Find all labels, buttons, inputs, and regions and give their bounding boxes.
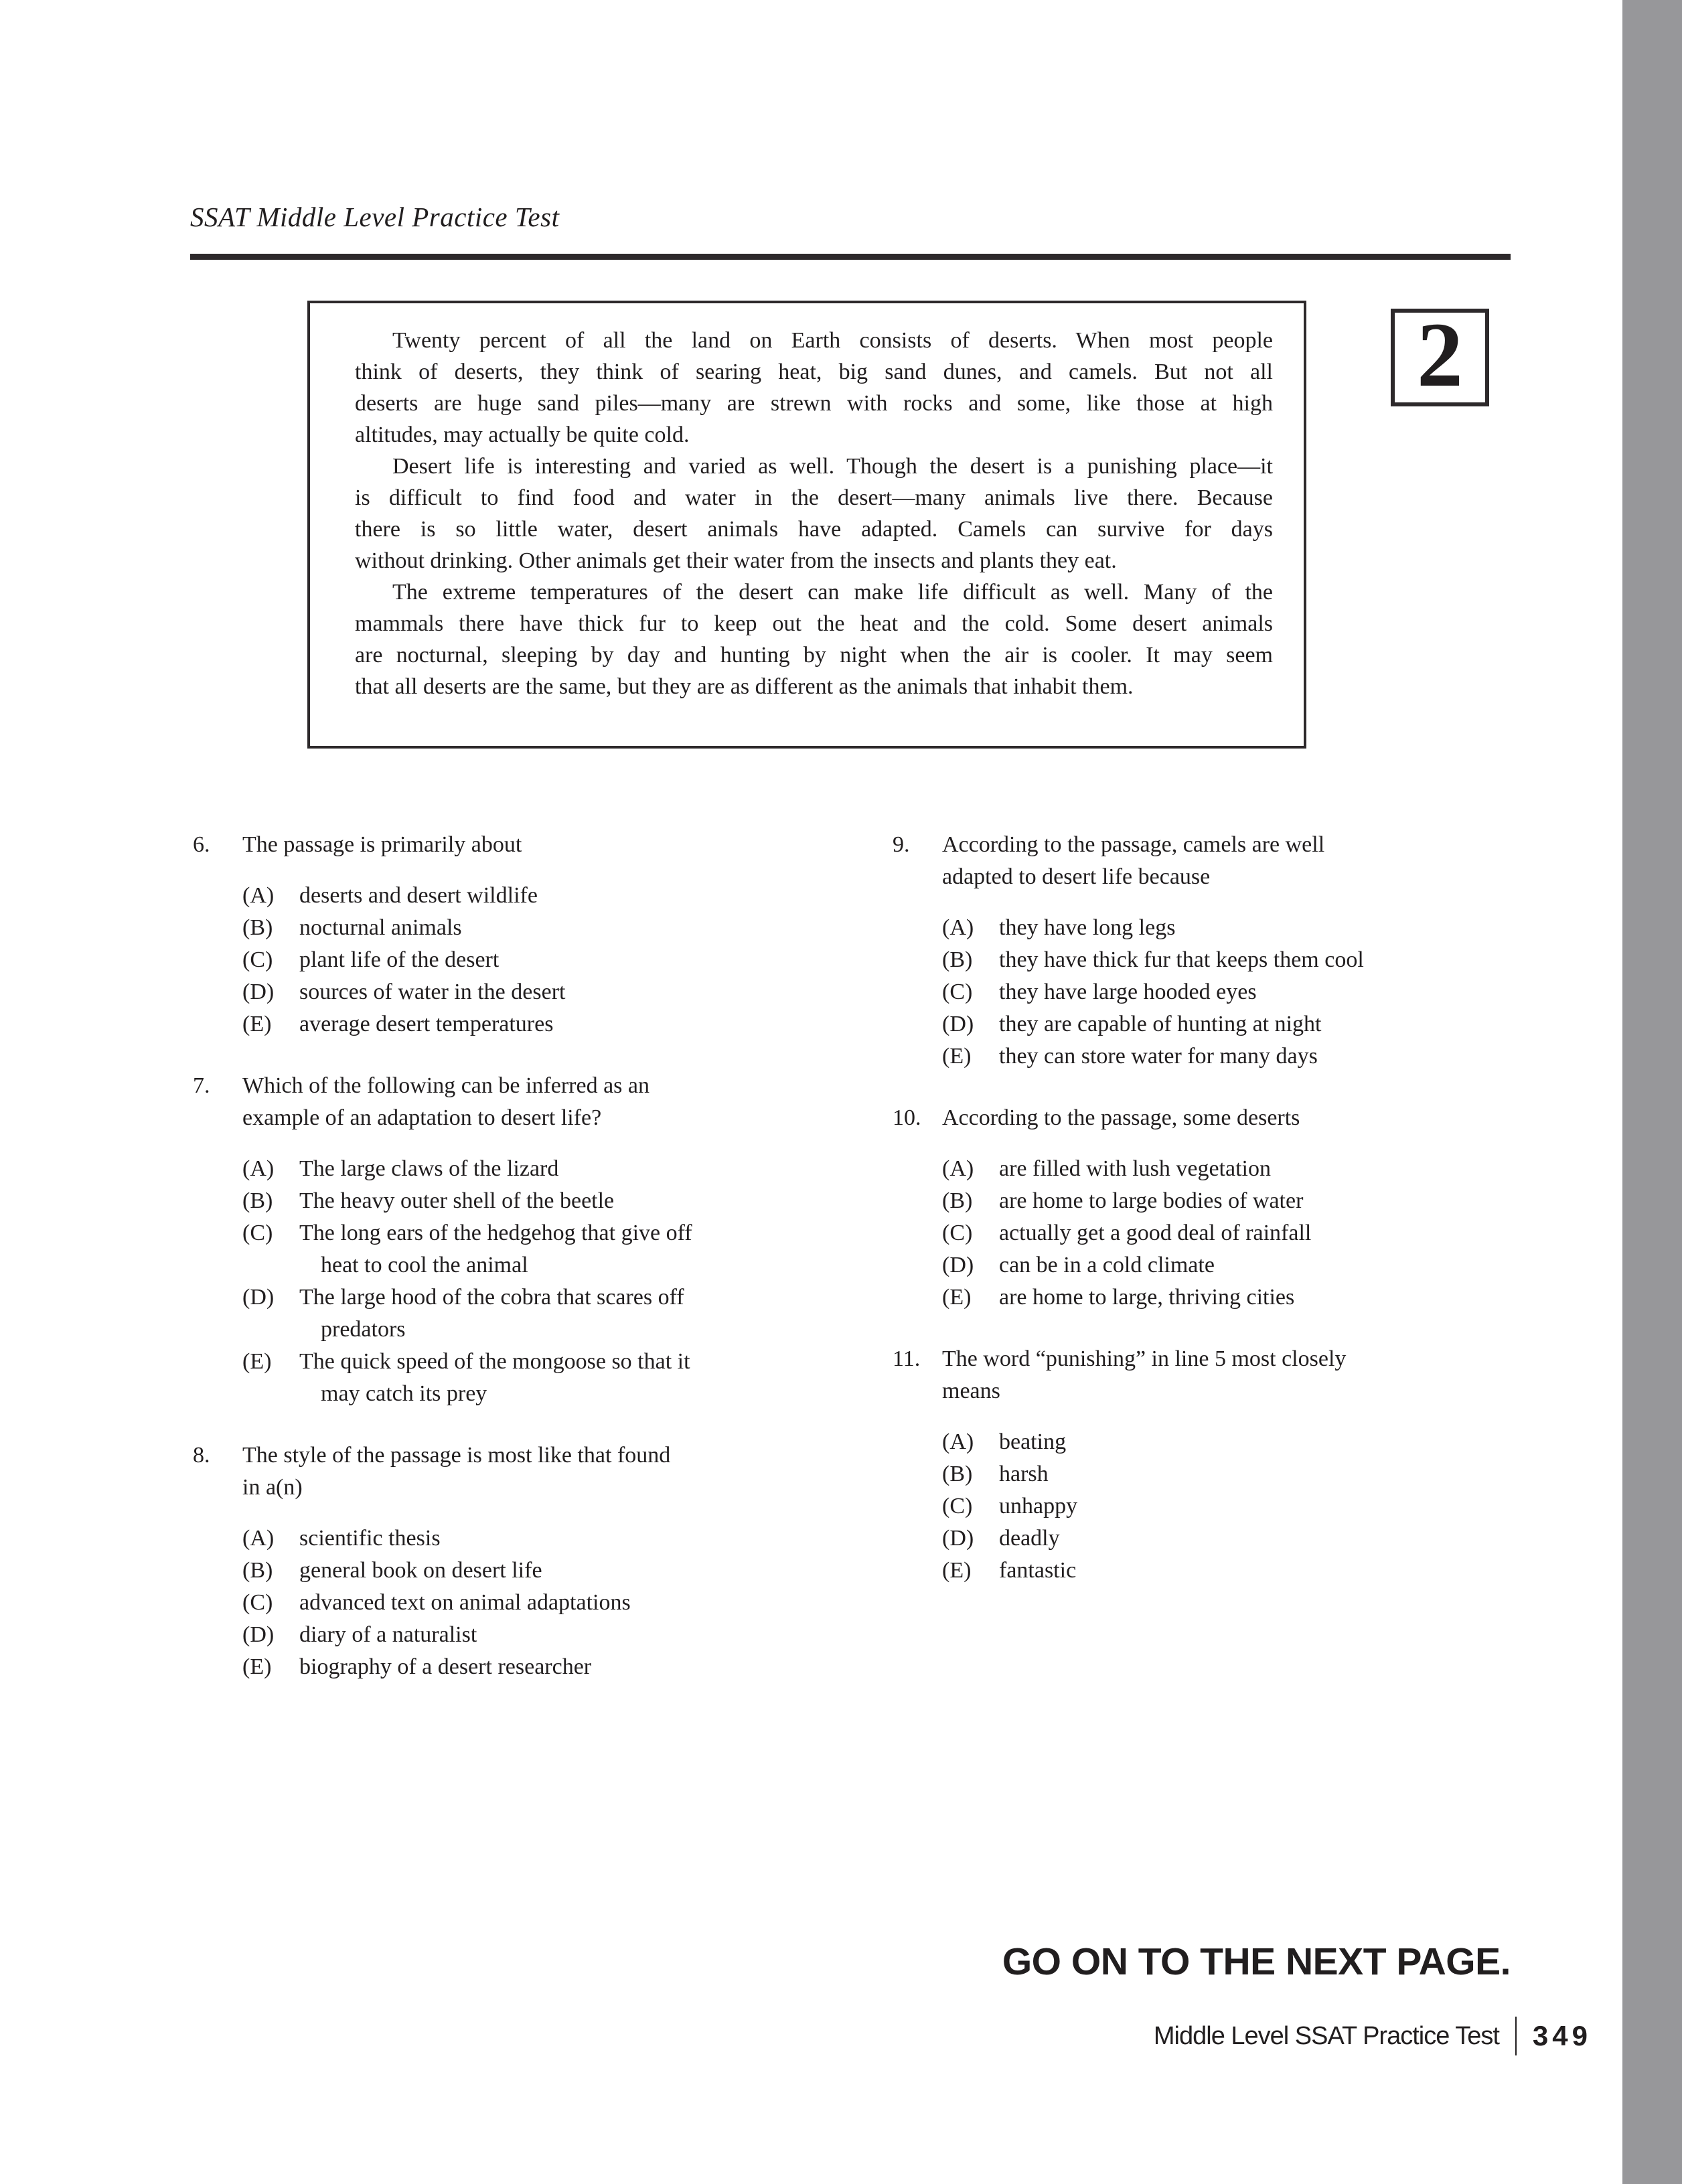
passage-line: mammals there have thick fur to keep out the heat and the cold. Some desert animals: [355, 611, 1273, 636]
option-text: [999, 1185, 1303, 1217]
option-text-line: The heavy outer shell of the beetle: [299, 1188, 615, 1213]
option-letter: (C): [242, 1590, 273, 1615]
passage-line: The extreme temperatures of the desert can make life difficult as well. Many of the: [392, 580, 1273, 605]
option-list: [242, 1523, 812, 1683]
passage-line: that all deserts are the same, but they are as different as the animals that inhabit them.: [355, 674, 1134, 699]
option-row: [242, 880, 812, 912]
option-row: [242, 912, 812, 944]
option-text: [299, 1555, 542, 1587]
question-stem-line: The passage is primarily about: [242, 832, 522, 857]
option-text: [999, 1008, 1322, 1040]
option-letter: (E): [242, 1012, 272, 1036]
option-text-line: fantastic: [999, 1558, 1077, 1583]
option-row: [242, 1008, 812, 1040]
option-letter: (E): [242, 1654, 272, 1679]
option-letter: (C): [242, 947, 273, 972]
option-row: [942, 1458, 1505, 1490]
option-letter: (B): [242, 1558, 273, 1583]
question-body: [242, 1439, 812, 1683]
question-stem-line: means: [942, 1379, 1000, 1403]
option-letter: (E): [942, 1285, 972, 1310]
option-text-line: are home to large bodies of water: [999, 1188, 1304, 1213]
option-row: [242, 1651, 812, 1683]
option-row: [242, 1346, 812, 1410]
option-row: [942, 912, 1505, 944]
option-text-line: The large hood of the cobra that scares off: [299, 1285, 684, 1310]
option-row: [942, 976, 1505, 1008]
option-text-line: sources of water in the desert: [299, 980, 566, 1004]
option-list: [942, 1153, 1505, 1314]
passage-line: Desert life is interesting and varied as well. Though the desert is a punishing place—it: [392, 454, 1273, 479]
option-text: [999, 1249, 1215, 1281]
option-letter: (A): [242, 883, 275, 908]
go-on-instruction: GO ON TO THE NEXT PAGE.: [1002, 1940, 1511, 1983]
question-stem: [942, 829, 1505, 893]
question-number: 6.: [193, 832, 210, 857]
option-letter: (B): [242, 915, 273, 940]
question: [893, 1343, 1505, 1587]
option-row: [942, 1040, 1505, 1073]
question-stem-line: in a(n): [242, 1475, 303, 1500]
passage-line: is difficult to find food and water in the desert—many animals live there. Because: [355, 485, 1273, 510]
passage-line: there is so little water, desert animals have adapted. Camels can survive for days: [355, 517, 1273, 542]
option-text-line: deadly: [999, 1526, 1060, 1551]
option-row: [942, 1426, 1505, 1458]
option-text: [999, 1490, 1077, 1523]
option-list: [242, 1153, 812, 1410]
question-number: 8.: [193, 1443, 210, 1468]
option-row: [942, 1490, 1505, 1523]
option-text: [299, 944, 499, 976]
question-body: [242, 829, 812, 1040]
option-row: [942, 1249, 1505, 1281]
option-letter: (B): [942, 1188, 973, 1213]
option-list: [242, 880, 812, 1040]
option-letter: (E): [942, 1558, 972, 1583]
option-text: [299, 1008, 553, 1040]
option-letter: (C): [242, 1221, 273, 1245]
option-text-line: advanced text on animal adaptations: [299, 1590, 631, 1615]
option-text: [299, 1281, 684, 1346]
option-letter: (E): [942, 1044, 972, 1069]
option-letter: (D): [942, 1012, 974, 1036]
question-stem-line: According to the passage, camels are well: [942, 832, 1325, 857]
option-text-line: are home to large, thriving cities: [999, 1285, 1295, 1310]
option-text: [999, 1426, 1066, 1458]
option-text-line: beating: [999, 1429, 1067, 1454]
option-letter: (A): [942, 1156, 974, 1181]
page-edge-tab-bar: [1622, 0, 1682, 2184]
option-row: [242, 1555, 812, 1587]
option-letter: (D): [242, 1285, 275, 1310]
question-number: 10.: [893, 1105, 921, 1130]
question: [893, 829, 1505, 1073]
option-row: [942, 1281, 1505, 1314]
option-row: [242, 1281, 812, 1346]
option-row: [942, 1523, 1505, 1555]
option-text-line: can be in a cold climate: [999, 1253, 1215, 1277]
option-row: [942, 944, 1505, 976]
option-text: [299, 880, 538, 912]
option-text: [999, 976, 1257, 1008]
option-letter: (A): [242, 1156, 275, 1181]
question-column-left: [193, 829, 812, 1713]
option-text: [299, 1523, 441, 1555]
question-column-right: [893, 829, 1505, 1616]
option-text-line: general book on desert life: [299, 1558, 542, 1583]
option-letter: (D): [242, 980, 275, 1004]
section-number: 2: [1417, 303, 1463, 406]
option-text-line: predators: [321, 1317, 406, 1342]
option-text-line: The long ears of the hedgehog that give off: [299, 1221, 692, 1245]
option-row: [242, 1619, 812, 1651]
option-text-line: they have large hooded eyes: [999, 980, 1257, 1004]
option-text-line: The large claws of the lizard: [299, 1156, 559, 1181]
option-letter: (E): [242, 1349, 272, 1374]
passage-box: [307, 301, 1306, 749]
footer-divider: [1515, 2017, 1517, 2055]
question-stem-line: According to the passage, some deserts: [942, 1105, 1300, 1130]
option-letter: (C): [942, 980, 973, 1004]
question-stem: [242, 1070, 812, 1134]
question: [193, 1070, 812, 1410]
page-footer: [1154, 2017, 1592, 2055]
option-text-line: scientific thesis: [299, 1526, 441, 1551]
question-stem-line: example of an adaptation to desert life?: [242, 1105, 602, 1130]
option-text-line: diary of a naturalist: [299, 1622, 477, 1647]
passage-line: deserts are huge sand piles—many are strewn with rocks and some, like those at high: [355, 391, 1273, 416]
footer-brand: Middle Level SSAT Practice Test: [1153, 2021, 1499, 2050]
option-text: [999, 1281, 1294, 1314]
option-text-line: heat to cool the animal: [321, 1253, 528, 1277]
option-text: [999, 1153, 1271, 1185]
question-stem-line: Which of the following can be inferred as an: [242, 1073, 649, 1098]
option-letter: (B): [942, 1462, 973, 1486]
option-row: [242, 1217, 812, 1281]
option-text-line: they have long legs: [999, 915, 1176, 940]
passage-line: are nocturnal, sleeping by day and hunting by night when the air is cooler. It may seem: [355, 643, 1273, 668]
question: [193, 829, 812, 1040]
option-text-line: are filled with lush vegetation: [999, 1156, 1271, 1181]
option-text-line: may catch its prey: [321, 1381, 487, 1406]
option-letter: (D): [242, 1622, 275, 1647]
question-body: [942, 1343, 1505, 1587]
header-title: SSAT Middle Level Practice Test: [190, 202, 560, 232]
option-text-line: plant life of the desert: [299, 947, 500, 972]
option-text-line: deserts and desert wildlife: [299, 883, 538, 908]
option-text: [999, 944, 1364, 976]
option-row: [242, 1587, 812, 1619]
question-body: [942, 1102, 1505, 1314]
question-stem-line: The style of the passage is most like that found: [242, 1443, 671, 1468]
option-text: [999, 1040, 1318, 1073]
option-letter: (D): [942, 1526, 974, 1551]
option-text-line: unhappy: [999, 1494, 1078, 1518]
option-text-line: they can store water for many days: [999, 1044, 1318, 1069]
passage-line: Twenty percent of all the land on Earth consists of deserts. When most people: [392, 328, 1273, 353]
option-row: [242, 1185, 812, 1217]
option-text: [299, 912, 462, 944]
passage-line: think of deserts, they think of searing heat, big sand dunes, and camels. But not all: [355, 360, 1273, 384]
option-row: [942, 1153, 1505, 1185]
option-text-line: they have thick fur that keeps them cool: [999, 947, 1364, 972]
option-row: [242, 1523, 812, 1555]
option-letter: (C): [942, 1221, 973, 1245]
option-text-line: nocturnal animals: [299, 915, 462, 940]
option-text: [299, 976, 565, 1008]
option-row: [242, 976, 812, 1008]
option-text-line: biography of a desert researcher: [299, 1654, 592, 1679]
option-row: [242, 944, 812, 976]
option-letter: (B): [242, 1188, 273, 1213]
question-number: 7.: [193, 1073, 210, 1098]
option-text-line: actually get a good deal of rainfall: [999, 1221, 1312, 1245]
question-body: [942, 829, 1505, 1073]
question-stem-line: adapted to desert life because: [942, 864, 1211, 889]
option-text: [999, 1458, 1049, 1490]
option-text: [299, 1217, 692, 1281]
option-text: [299, 1619, 477, 1651]
option-text: [299, 1651, 591, 1683]
option-text-line: The quick speed of the mongoose so that it: [299, 1349, 690, 1374]
option-text-line: they are capable of hunting at night: [999, 1012, 1322, 1036]
option-text: [999, 1555, 1076, 1587]
question-number: 9.: [893, 832, 910, 857]
option-letter: (A): [242, 1526, 275, 1551]
option-text-line: average desert temperatures: [299, 1012, 554, 1036]
option-list: [942, 1426, 1505, 1587]
option-row: [942, 1185, 1505, 1217]
option-text: [299, 1587, 631, 1619]
question-stem: [242, 1439, 812, 1504]
option-text: [299, 1153, 558, 1185]
header-rule: [190, 254, 1511, 260]
option-row: [942, 1008, 1505, 1040]
question-stem-line: The word “punishing” in line 5 most closely: [942, 1346, 1347, 1371]
option-letter: (D): [942, 1253, 974, 1277]
option-row: [942, 1555, 1505, 1587]
footer-page-number: 349: [1532, 2020, 1592, 2051]
question: [193, 1439, 812, 1683]
option-text: [299, 1185, 614, 1217]
question-stem: [942, 1343, 1505, 1407]
option-row: [242, 1153, 812, 1185]
option-text: [299, 1346, 690, 1410]
question-stem: [942, 1102, 1505, 1134]
question-number: 11.: [893, 1346, 921, 1371]
option-letter: (A): [942, 1429, 974, 1454]
question-body: [242, 1070, 812, 1410]
option-letter: (A): [942, 915, 974, 940]
section-number-box: [1391, 303, 1489, 406]
option-row: [942, 1217, 1505, 1249]
passage-line: without drinking. Other animals get their water from the insects and plants they eat.: [355, 548, 1117, 573]
option-text-line: harsh: [999, 1462, 1049, 1486]
option-letter: (B): [942, 947, 973, 972]
option-text: [999, 1523, 1060, 1555]
passage-line: altitudes, may actually be quite cold.: [355, 422, 690, 447]
question-stem: [242, 829, 812, 861]
option-text: [999, 912, 1175, 944]
passage-text: [355, 325, 1273, 702]
option-text: [999, 1217, 1311, 1249]
option-list: [942, 912, 1505, 1073]
question: [893, 1102, 1505, 1314]
option-letter: (C): [942, 1494, 973, 1518]
